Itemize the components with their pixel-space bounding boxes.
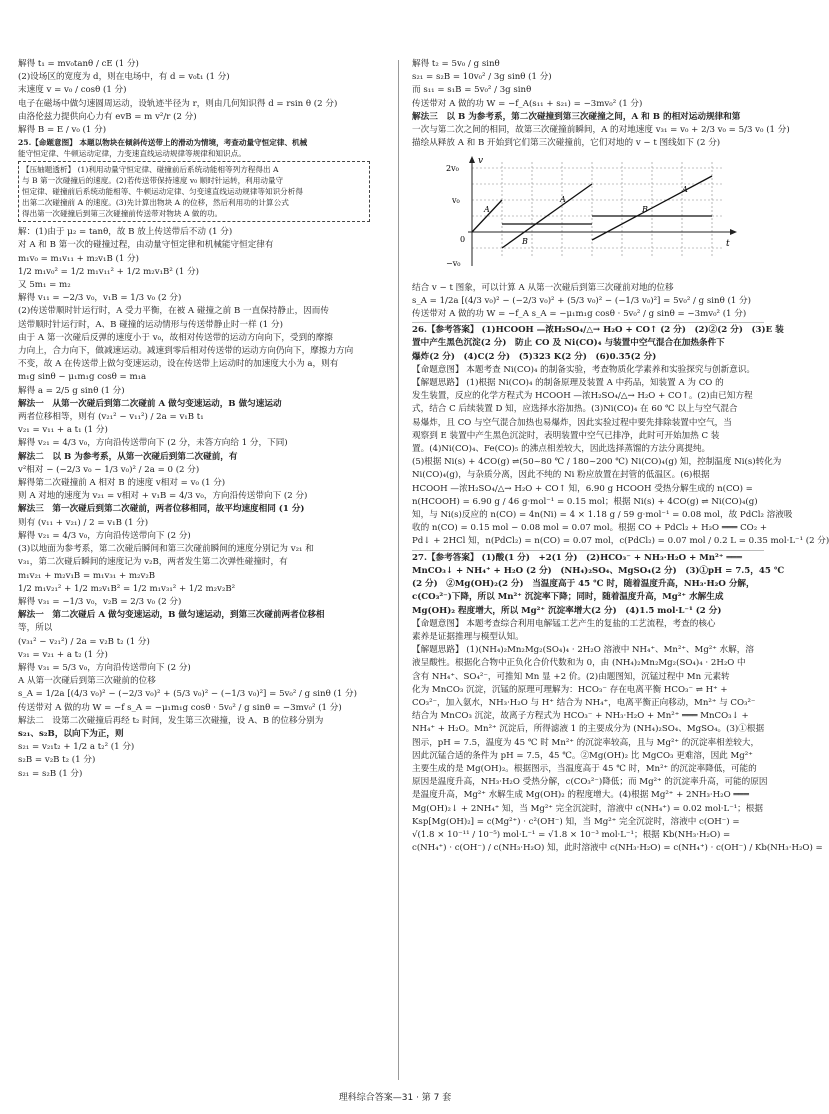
left-column-line: 解法二 设第二次碰撞后再经 t₂ 时间，发生第三次碰撞，设 A、B 的位移分别为 bbox=[18, 715, 324, 726]
left-column-line: 得出第一次碰撞后到第三次碰撞前传送带对物块 A 做的功。 bbox=[22, 209, 223, 219]
left-column-line: 1/2 m₁v₀² = 1/2 m₁v₁₁² + 1/2 m₂v₁B² (1 分) bbox=[18, 266, 200, 277]
q26-line: 置中产生黑色沉淀(2 分) 防止 CO 及 Ni(CO)₄ 与装置中空气混合在加热条件下 bbox=[412, 338, 725, 349]
y-axis-label: v bbox=[478, 156, 484, 167]
q27-line: c(NH₄⁺) · c(OH⁻) / c(NH₃·H₂O) 知，此时溶液中 c(NH₃·H₂O) = c(NH₄⁺) · c(OH⁻) / Kb(NH₃·H₂O) = bbox=[412, 843, 823, 854]
section-rule bbox=[412, 322, 764, 323]
q26-line: HCOOH —浓H₂SO₄/△→ H₂O + CO↑ 知，6.90 g HCOOH 受热分解生成的 n(CO) = bbox=[412, 483, 753, 494]
q27-line: 液呈酸性。根据化合物中正负化合价代数和为 0，由 (NH₄)₂Mn₂Mg₂(SO₄)₄ · 2H₂O 中 bbox=[412, 658, 746, 669]
q27-line: c(CO₃²⁻)下降，所以 Mn²⁺ 沉淀率下降；同时，随着温度升高，Mg²⁺ 水解生成 bbox=[412, 592, 724, 603]
left-column-line: s₂₁ = s₂B (1 分) bbox=[18, 768, 83, 779]
section-rule bbox=[412, 550, 764, 551]
left-column-line: 解得 B = E / v₀ (1 分) bbox=[18, 125, 107, 136]
left-column-line: 则有 (v₁₁ + v₂₁) / 2 = v₁B (1 分) bbox=[18, 517, 149, 528]
q27-line: (2 分) ②Mg(OH)₂(2 分) 当温度高于 45 ℃ 时，随着温度升高，NH₃·H₂O 分解， bbox=[412, 579, 755, 590]
left-column-line: s_A = 1/2a [(4/3 v₀)² − (−2/3 v₀)² + (5/3 v₀)² − (−1/3 v₀)²] = 5v₀² / g sinθ (1 分) bbox=[18, 689, 357, 700]
left-column-line: 1/2 m₁v₂₁² + 1/2 m₂v₁B² = 1/2 m₁v₃₁² + 1/2 m₂v₂B² bbox=[18, 583, 236, 594]
left-column-line: 对 A 和 B 第一次的碰撞过程，由动量守恒定律和机械能守恒定律有 bbox=[18, 240, 274, 251]
left-column-line: 解：(1)由于 μ₂ = tanθ，故 B 放上传送带后不动 (1 分) bbox=[18, 227, 233, 238]
right-column-mid-line: 传送带对 A 做的功 W = −f_A s_A = −μ₁m₁g cosθ · 5v₀² / g sinθ = −3mv₀² (1 分) bbox=[412, 309, 747, 320]
q27-line: 图示，pH = 7.5，温度为 45 ℃ 时 Mn²⁺ 的沉淀率较高，且与 Mg²⁺ 的沉淀率相差较大， bbox=[412, 737, 760, 748]
left-column-line: 两者位移相等，则有 (v₂₁² − v₁₁²) / 2a = v₁B t₁ bbox=[18, 412, 204, 423]
left-column-line: s₂₁ = v₂₁t₂ + 1/2 a t₂² (1 分) bbox=[18, 742, 135, 753]
q26-line: n(HCOOH) = 6.90 g / 46 g·mol⁻¹ = 0.15 mol；根据 Ni(s) + 4CO(g) ⇌ Ni(CO)₄(g) bbox=[412, 496, 758, 507]
left-column-line: m₁g sinθ − μ₁m₁g cosθ = m₁a bbox=[18, 372, 147, 383]
left-column-line: 电子在磁场中做匀速圆周运动，设轨迹半径为 r，则由几何知识得 d = rsin θ (2 分) bbox=[18, 98, 338, 109]
curve-b bbox=[502, 216, 712, 224]
q26-answer bbox=[412, 324, 829, 548]
vt-graph bbox=[442, 154, 742, 272]
q26-line: Ni(CO)₄(g)，与杂质分离，因此不纯的 Ni 粉应放置在封管的低温区。(6)根据 bbox=[412, 470, 710, 481]
q26-line: 观察到 E 装置中产生黑色沉淀时，表明装置中空气已排净，此时可开始加热 C 装 bbox=[412, 430, 720, 441]
left-column-line: 出第二次碰撞前 A 的速度。(3)先计算出物块 A 的位移，然后利用功的计算公式 bbox=[22, 198, 289, 208]
q25-right-graph-followup bbox=[412, 282, 764, 322]
q26-line: 式，结合 C 后续装置 D 知，应选择水浴加热。(3)Ni(CO)₄ 在 60 ℃ 以上与空气混合 bbox=[412, 404, 738, 415]
left-column-line: m₁v₀ = m₁v₁₁ + m₂v₁B (1 分) bbox=[18, 253, 140, 264]
left-column-line: 解得 v₃₁ = 5/3 v₀，方向沿传送带向下 (2 分) bbox=[18, 662, 191, 673]
q27-line: 含有 NH₄⁺、SO₄²⁻，可推知 Mn 显 +2 价。(2)由题图知，沉锰过程中 Mn 元素转 bbox=[412, 671, 730, 682]
right-column-mid-line: s_A = 1/2a [(4/3 v₀)² − (−2/3 v₀)² + (5/3 v₀)² − (−1/3 v₀)²] = 5v₀² / g sinθ (1 分) bbox=[412, 295, 751, 306]
left-column-line: 解得 t₁ = mv₀tanθ / cE (1 分) bbox=[18, 59, 139, 69]
right-column-top-line: 而 s₁₁ = s₁B = 5v₀² / 3g sinθ bbox=[412, 85, 532, 96]
q27-line: 27.【参考答案】 (1)酸(1 分) +2(1 分) (2)HCO₃⁻ + NH₃·H₂O + Mn²⁺ ═══ bbox=[412, 552, 742, 563]
q26-line: 【解题思路】 (1)根据 Ni(CO)₄ 的制备原理及装置 A 中药品，知装置 A 为 CO 的 bbox=[412, 378, 724, 389]
left-column-line: s₂B = v₂B t₂ (1 分) bbox=[18, 755, 96, 766]
analysis-box bbox=[18, 161, 370, 222]
x-axis-label: t bbox=[726, 239, 730, 250]
left-column-line: 传送带对 A 做的功 W = −f s_A = −μ₁m₁g cosθ · 5v₀² / g sinθ = −3mv₀² (1 分) bbox=[18, 702, 342, 713]
q27-answer bbox=[412, 552, 823, 856]
q27-line: 素养是证据推理与模型认知。 bbox=[412, 631, 524, 642]
q26-line: 发生装置，反应的化学方程式为 HCOOH —浓H₂SO₄/△→ H₂O + CO↑。(2)由已知方程 bbox=[412, 391, 753, 402]
curve-label-a2: A bbox=[560, 195, 566, 205]
left-column-line: 解得第二次碰撞前 A 相对 B 的速度 v相对 = v₀ (1 分) bbox=[18, 478, 226, 489]
left-column-line: A 从第一次碰后到第三次碰前的位移 bbox=[18, 676, 156, 687]
left-column bbox=[18, 58, 370, 781]
curve-label-b1: B bbox=[522, 237, 528, 247]
y-tick-0: 0 bbox=[460, 235, 466, 245]
right-column-top-line: 解得 t₂ = 5v₀ / g sinθ bbox=[412, 59, 500, 69]
left-column-line: 解法一 第二次碰后 A 做匀变速运动，B 做匀速运动，到第三次碰前两者位移相 bbox=[18, 610, 325, 621]
left-column-line: (2)设场区的宽度为 d，则在电场中，有 d = v₀t₁ (1 分) bbox=[18, 72, 230, 83]
q27-line: Mg(OH)₂ 程度增大，所以 Mg²⁺ 沉淀率增大(2 分) (4)1.5 mol·L⁻¹ (2 分) bbox=[412, 605, 722, 616]
left-column-line: 解法三 第一次碰后到第二次碰前，两者位移相同，故平均速度相同 (1 分) bbox=[18, 504, 305, 515]
left-column-line: 解得 a = 2/5 g sinθ (1 分) bbox=[18, 385, 125, 396]
left-column-line: 解法一 从第一次碰后到第二次碰前 A 做匀变速运动，B 做匀速运动 bbox=[18, 398, 282, 409]
curve-label-a3: A bbox=[682, 185, 688, 195]
left-column-line: (v₃₁² − v₂₁²) / 2a = v₂B t₂ (1 分) bbox=[18, 636, 150, 647]
left-column-line: 末速度 v = v₀ / cosθ (1 分) bbox=[18, 85, 127, 96]
q27-line: 化为 MnCO₃ 沉淀，沉锰的原理可理解为：HCO₃⁻ 存在电离平衡 HCO₃⁻ ⇌ H⁺ + bbox=[412, 684, 728, 695]
q26-line: 置。(4)Ni(CO)₄、Fe(CO)₅ 的沸点相差较大，因此选择蒸馏的方法分离提纯。 bbox=[412, 444, 711, 455]
q26-line: 收的 n(CO) = 0.15 mol − 0.08 mol = 0.07 mol。根据 CO + PdCl₂ + H₂O ═══ CO₂ + bbox=[412, 523, 768, 534]
left-column-line: m₁v₂₁ + m₂v₁B = m₁v₃₁ + m₂v₂B bbox=[18, 570, 156, 581]
q27-line: 【解题思路】 (1)(NH₄)₂Mn₂Mg₂(SO₄)₄ · 2H₂O 溶液中 NH₄⁺、Mn²⁺、Mg²⁺ 水解，溶 bbox=[412, 645, 754, 656]
left-column-line: 解法二 以 B 为参考系，从第一次碰后到第二次碰前，有 bbox=[18, 451, 238, 462]
left-column-line: 25.【命题意图】 本题以物块在倾斜传送带上的滑动为情境，考查动量守恒定律、机械 bbox=[18, 138, 308, 148]
q26-line: 爆炸(2 分) (4)C(2 分) (5)323 K(2 分) (6)0.35(2 分) bbox=[412, 351, 657, 362]
q26-line: Pd↓ + 2HCl 知，n(PdCl₂) = n(CO) = 0.07 mol，c(PdCl₂) = 0.07 mol / 0.2 L = 0.35 mol·L⁻¹ (2 分) bbox=[412, 536, 829, 547]
left-column-line: 解得 v₂₁ = 4/3 v₀，方向沿传送带向下 (2 分，未答方向给 1 分，下同) bbox=[18, 438, 288, 449]
right-column-top-line: 描绘从释放 A 和 B 开始到它们第三次碰撞前，它们对地的 v − t 图线如下 (2 分) bbox=[412, 138, 721, 149]
q27-line: √(1.8 × 10⁻¹¹ / 10⁻⁵) mol·L⁻¹ = √1.8 × 10⁻³ mol·L⁻¹；根据 Kb(NH₃·H₂O) = bbox=[412, 829, 731, 840]
left-column-line: 等，所以 bbox=[18, 623, 53, 634]
q27-line: 【命题意图】 本题考查综合利用电解锰工艺产生的复盐的工艺流程，考查的核心 bbox=[412, 618, 716, 629]
right-column bbox=[412, 58, 829, 855]
left-column-line: 又 5m₁ = m₂ bbox=[18, 280, 71, 291]
q27-line: Ksp[Mg(OH)₂] = c(Mg²⁺) · c²(OH⁻) 知，当 Mg²⁺ 完全沉淀时，溶液中 c(OH⁻) = bbox=[412, 816, 740, 827]
left-column-line: 【压轴题透析】 (1)利用动量守恒定律、碰撞前后系统动能相等列方程得出 A bbox=[22, 165, 279, 175]
left-column-line: 能守恒定律、牛顿运动定律，力变速直线运动规律等规律和知识点。 bbox=[18, 149, 246, 159]
left-column-line: 送带顺时针运行时，A、B 碰撞的运动情形与传送带静止时一样 (1 分) bbox=[18, 319, 283, 330]
left-column-line: 由于 A 第一次碰后反弹的速度小于 v₀，故相对传送带的运动方向向下，受到的摩擦 bbox=[18, 332, 333, 343]
graph-grid bbox=[472, 162, 722, 258]
left-column-line: 与 B 第一次碰撞后的速度。(2)若传送带保持速度 v₀ 顺时针运转，利用动量守 bbox=[22, 176, 284, 186]
curve-label-b2: B bbox=[642, 205, 648, 215]
q26-line: 知，与 Ni(s)反应的 n(CO) = 4n(Ni) = 4 × 1.18 g / 59 g·mol⁻¹ = 0.08 mol，故 PdCl₂ 溶液吸 bbox=[412, 510, 793, 521]
q27-line: NH₄⁺ + H₂O。Mn²⁺ 沉淀后，所得滤液 1 的主要成分为 (NH₄)₂SO₄、MgSO₄。(3)①根据 bbox=[412, 724, 765, 735]
y-tick-2v0: 2v₀ bbox=[446, 164, 459, 174]
q26-line: 26.【参考答案】 (1)HCOOH —浓H₂SO₄/△→ H₂O + CO↑ (2 分) (2)②(2 分) (3)E 装 bbox=[412, 325, 784, 336]
left-column-line: v₂₁ = v₁₁ + a t₁ (1 分) bbox=[18, 425, 108, 436]
left-column-line: 恒定律、碰撞前后系统动能相等、牛顿运动定律、匀变速直线运动规律等知识分析得 bbox=[22, 187, 303, 197]
q27-line: Mg(OH)₂↓ + 2NH₄⁺ 知，当 Mg²⁺ 完全沉淀时，溶液中 c(NH₄⁺) = 0.02 mol·L⁻¹；根据 bbox=[412, 803, 763, 814]
x-axis-arrow bbox=[730, 229, 737, 235]
right-column-mid-line: 结合 v − t 图象，可以计算 A 从第一次碰后到第三次碰前对地的位移 bbox=[412, 282, 674, 293]
right-column-top-line: 传送带对 A 做的功 W = −f_A(s₁₁ + s₂₁) = −3mv₀² (1 分) bbox=[412, 98, 643, 109]
left-column-line: 则 A 对地的速度为 v₂₁ = v相对 + v₁B = 4/3 v₀，方向沿传送带向下 (2 分) bbox=[18, 491, 308, 502]
q26-line: 【命题意图】 本题考查 Ni(CO)₄ 的制备实验，考查物质化学素养和实验探究与创新意识。 bbox=[412, 364, 756, 375]
y-axis-arrow bbox=[469, 156, 475, 163]
left-column-line: (2)传送带顺时针运行时，A 受力平衡，在被 A 碰撞之前 B 一直保持静止，因而传 bbox=[18, 306, 329, 317]
q27-line: 结合为 MnCO₃ 沉淀，故离子方程式为 HCO₃⁻ + NH₃·H₂O + Mn²⁺ ═══ MnCO₃↓ + bbox=[412, 711, 749, 722]
left-column-line: v²相对 − (−2/3 v₀ − 1/3 v₀)² / 2a = 0 (2 分) bbox=[18, 464, 200, 475]
curve-label-a1: A bbox=[484, 205, 490, 215]
left-column-line: v₃₁ = v₂₁ + a t₂ (1 分) bbox=[18, 649, 108, 660]
right-column-top-line: 一次与第二次之间的相同，故第三次碰撞前瞬间，A 的对地速度 v₃₁ = v₀ + 2/3 v₀ = 5/3 v₀ (1 分) bbox=[412, 125, 790, 136]
y-tick-neg-v0: −v₀ bbox=[446, 259, 461, 269]
q26-line: (5)根据 Ni(s) + 4CO(g) ⇌(50~80 ℃ / 180~200 ℃) Ni(CO)₄(g) 知，控制温度 Ni(s)转化为 bbox=[412, 457, 782, 468]
left-column-line: 解得 v₃₁ = −1/3 v₀，v₂B = 2/3 v₀ (2 分) bbox=[18, 596, 182, 607]
right-column-top-line: 解法三 以 B 为参考系，第二次碰撞到第三次碰撞之间，A 和 B 的相对运动规律和第 bbox=[412, 111, 741, 122]
q27-line: 是温度升高，Mg²⁺ 水解生成 Mg(OH)₂ 的程度增大。(4)根据 Mg²⁺ + 2NH₃·H₂O ═══ bbox=[412, 790, 749, 801]
left-column-line: 解得 v₂₁ = 4/3 v₀，方向沿传送带向下 (2 分) bbox=[18, 530, 191, 541]
page-footer: 理科综合答案—31 · 第 7 套 bbox=[338, 1093, 452, 1103]
q27-line: 主要生成的是 Mg(OH)₂。根据图示，当温度高于 45 ℃ 时，Mn²⁺ 的沉淀率降低，可能的 bbox=[412, 763, 757, 774]
q27-line: 原因是温度升高，NH₃·H₂O 受热分解，c(CO₃²⁻)降低；而 Mg²⁺ 的沉淀率升高，可能的原因 bbox=[412, 777, 768, 788]
left-column-line: 不变，故 A 在传送带上做匀变速运动，设在传送带上运动时的加速度大小为 a，则有 bbox=[18, 359, 339, 370]
left-column-line: s₂₁、s₂B，以向下为正，则 bbox=[18, 728, 124, 739]
right-column-top-line: s₂₁ = s₂B = 10v₀² / 3g sinθ (1 分) bbox=[412, 72, 552, 83]
q26-line: 易爆炸，且 CO 与空气混合加热也易爆炸，因此实验过程中要先排除装置中空气，当 bbox=[412, 417, 732, 428]
q27-line: MnCO₃↓ + NH₄⁺ + H₂O (2 分) (NH₄)₂SO₄、MgSO₄(2 分) (3)①pH = 7.5，45 ℃ bbox=[412, 565, 785, 576]
column-divider bbox=[398, 60, 399, 1080]
y-tick-v0: v₀ bbox=[452, 196, 460, 206]
q27-line: 因此沉锰合适的条件为 pH = 7.5，45 ℃。②Mg(OH)₂ 比 MgCO₃ 更难溶，因此 Mg²⁺ bbox=[412, 750, 753, 761]
q25-right-continuation bbox=[412, 58, 790, 150]
left-column-line: 由洛伦兹力提供向心力有 evB = m v²/r (2 分) bbox=[18, 111, 197, 122]
q27-line: CO₃²⁻，加入氨水，NH₃·H₂O 与 H⁺ 结合为 NH₄⁺，电离平衡正向移动，Mn²⁺ 与 CO₃²⁻ bbox=[412, 697, 756, 708]
left-column-line: v₃₁，第二次碰后瞬间的速度记为 v₂B，两者发生第二次弹性碰撞时，有 bbox=[18, 557, 288, 568]
left-column-line: (3)以地面为参考系，第二次碰后瞬间和第三次碰前瞬间的速度分别记为 v₂₁ 和 bbox=[18, 544, 314, 555]
left-column-line: 力向上，合力向下，做减速运动。减速到零后相对传送带的运动方向仍向下，摩擦力方向 bbox=[18, 346, 354, 357]
left-column-line: 解得 v₁₁ = −2/3 v₀，v₁B = 1/3 v₀ (2 分) bbox=[18, 293, 182, 304]
